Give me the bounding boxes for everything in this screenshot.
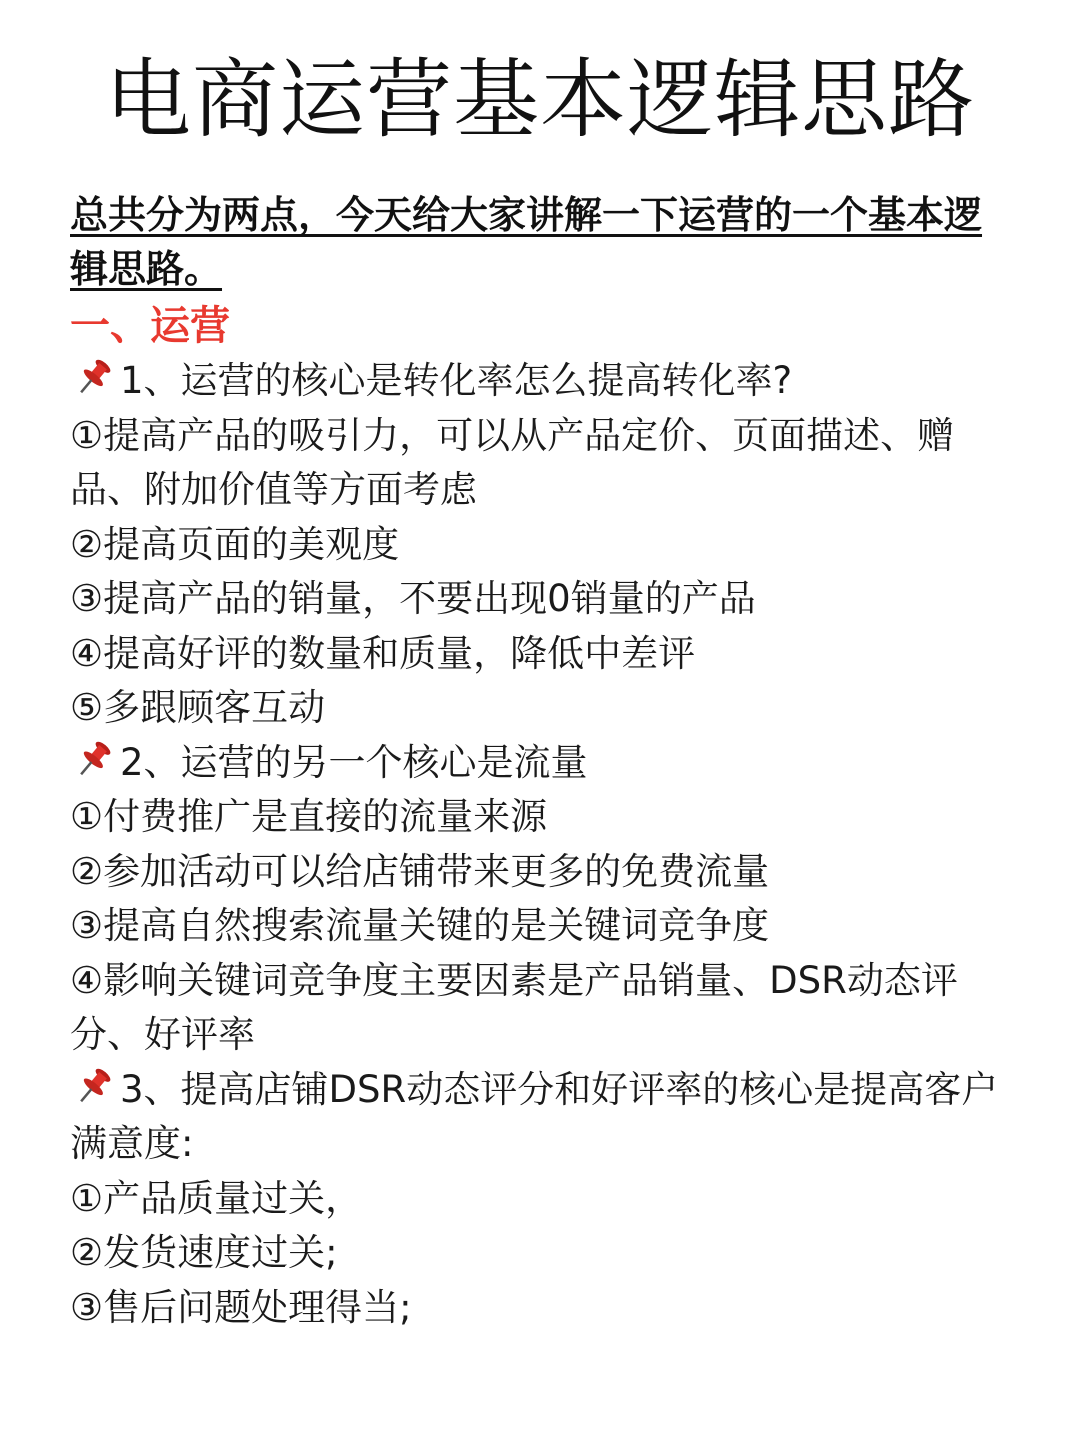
point-1-title [70,354,1015,409]
article-body [70,188,1015,1335]
list-item: ②发货速度过关; [70,1231,338,1274]
list-item: ③售后问题处理得当; [70,1285,412,1329]
point-2-title-text: 2、运营的另一个核心是流量 [120,740,588,784]
intro-text: 总共分为两点，今天给大家讲解一下运营的一个基本逻辑思路。 [70,193,983,291]
list-item: ①产品质量过关， [70,1176,363,1220]
list-item: ④影响关键词竞争度主要因素是产品销量、DSR动态评分、好评率 [70,958,958,1056]
page-title: 电商运营基本逻辑思路 [105,50,975,150]
section-heading-operation: 一、运营 [70,303,230,349]
point-2-title [70,736,1015,791]
list-item: ②提高页面的美观度 [70,522,400,566]
list-item: ⑤多跟顾客互动 [70,686,326,729]
point-1-title-text: 1、运营的核心是转化率怎么提高转化率? [120,359,793,402]
list-item: ①提高产品的吸引力，可以从产品定价、页面描述、赠品、附加价值等方面考虑 [70,413,955,511]
list-item: ①付费推广是直接的流量来源 [70,795,548,838]
pushpin-icon [70,1066,118,1106]
point-3-title [70,1063,1015,1172]
list-item: ④提高好评的数量和质量，降低中差评 [70,631,696,675]
pushpin-icon [70,739,118,779]
list-item: ②参加活动可以给店铺带来更多的免费流量 [70,849,770,893]
pushpin-icon [70,357,118,397]
point-3-title-text: 3、提高店铺DSR动态评分和好评率的核心是提高客户满意度: [70,1067,999,1165]
list-item: ③提高自然搜索流量关键的是关键词竞争度 [70,904,770,947]
list-item: ③提高产品的销量，不要出现0销量的产品 [70,577,756,620]
